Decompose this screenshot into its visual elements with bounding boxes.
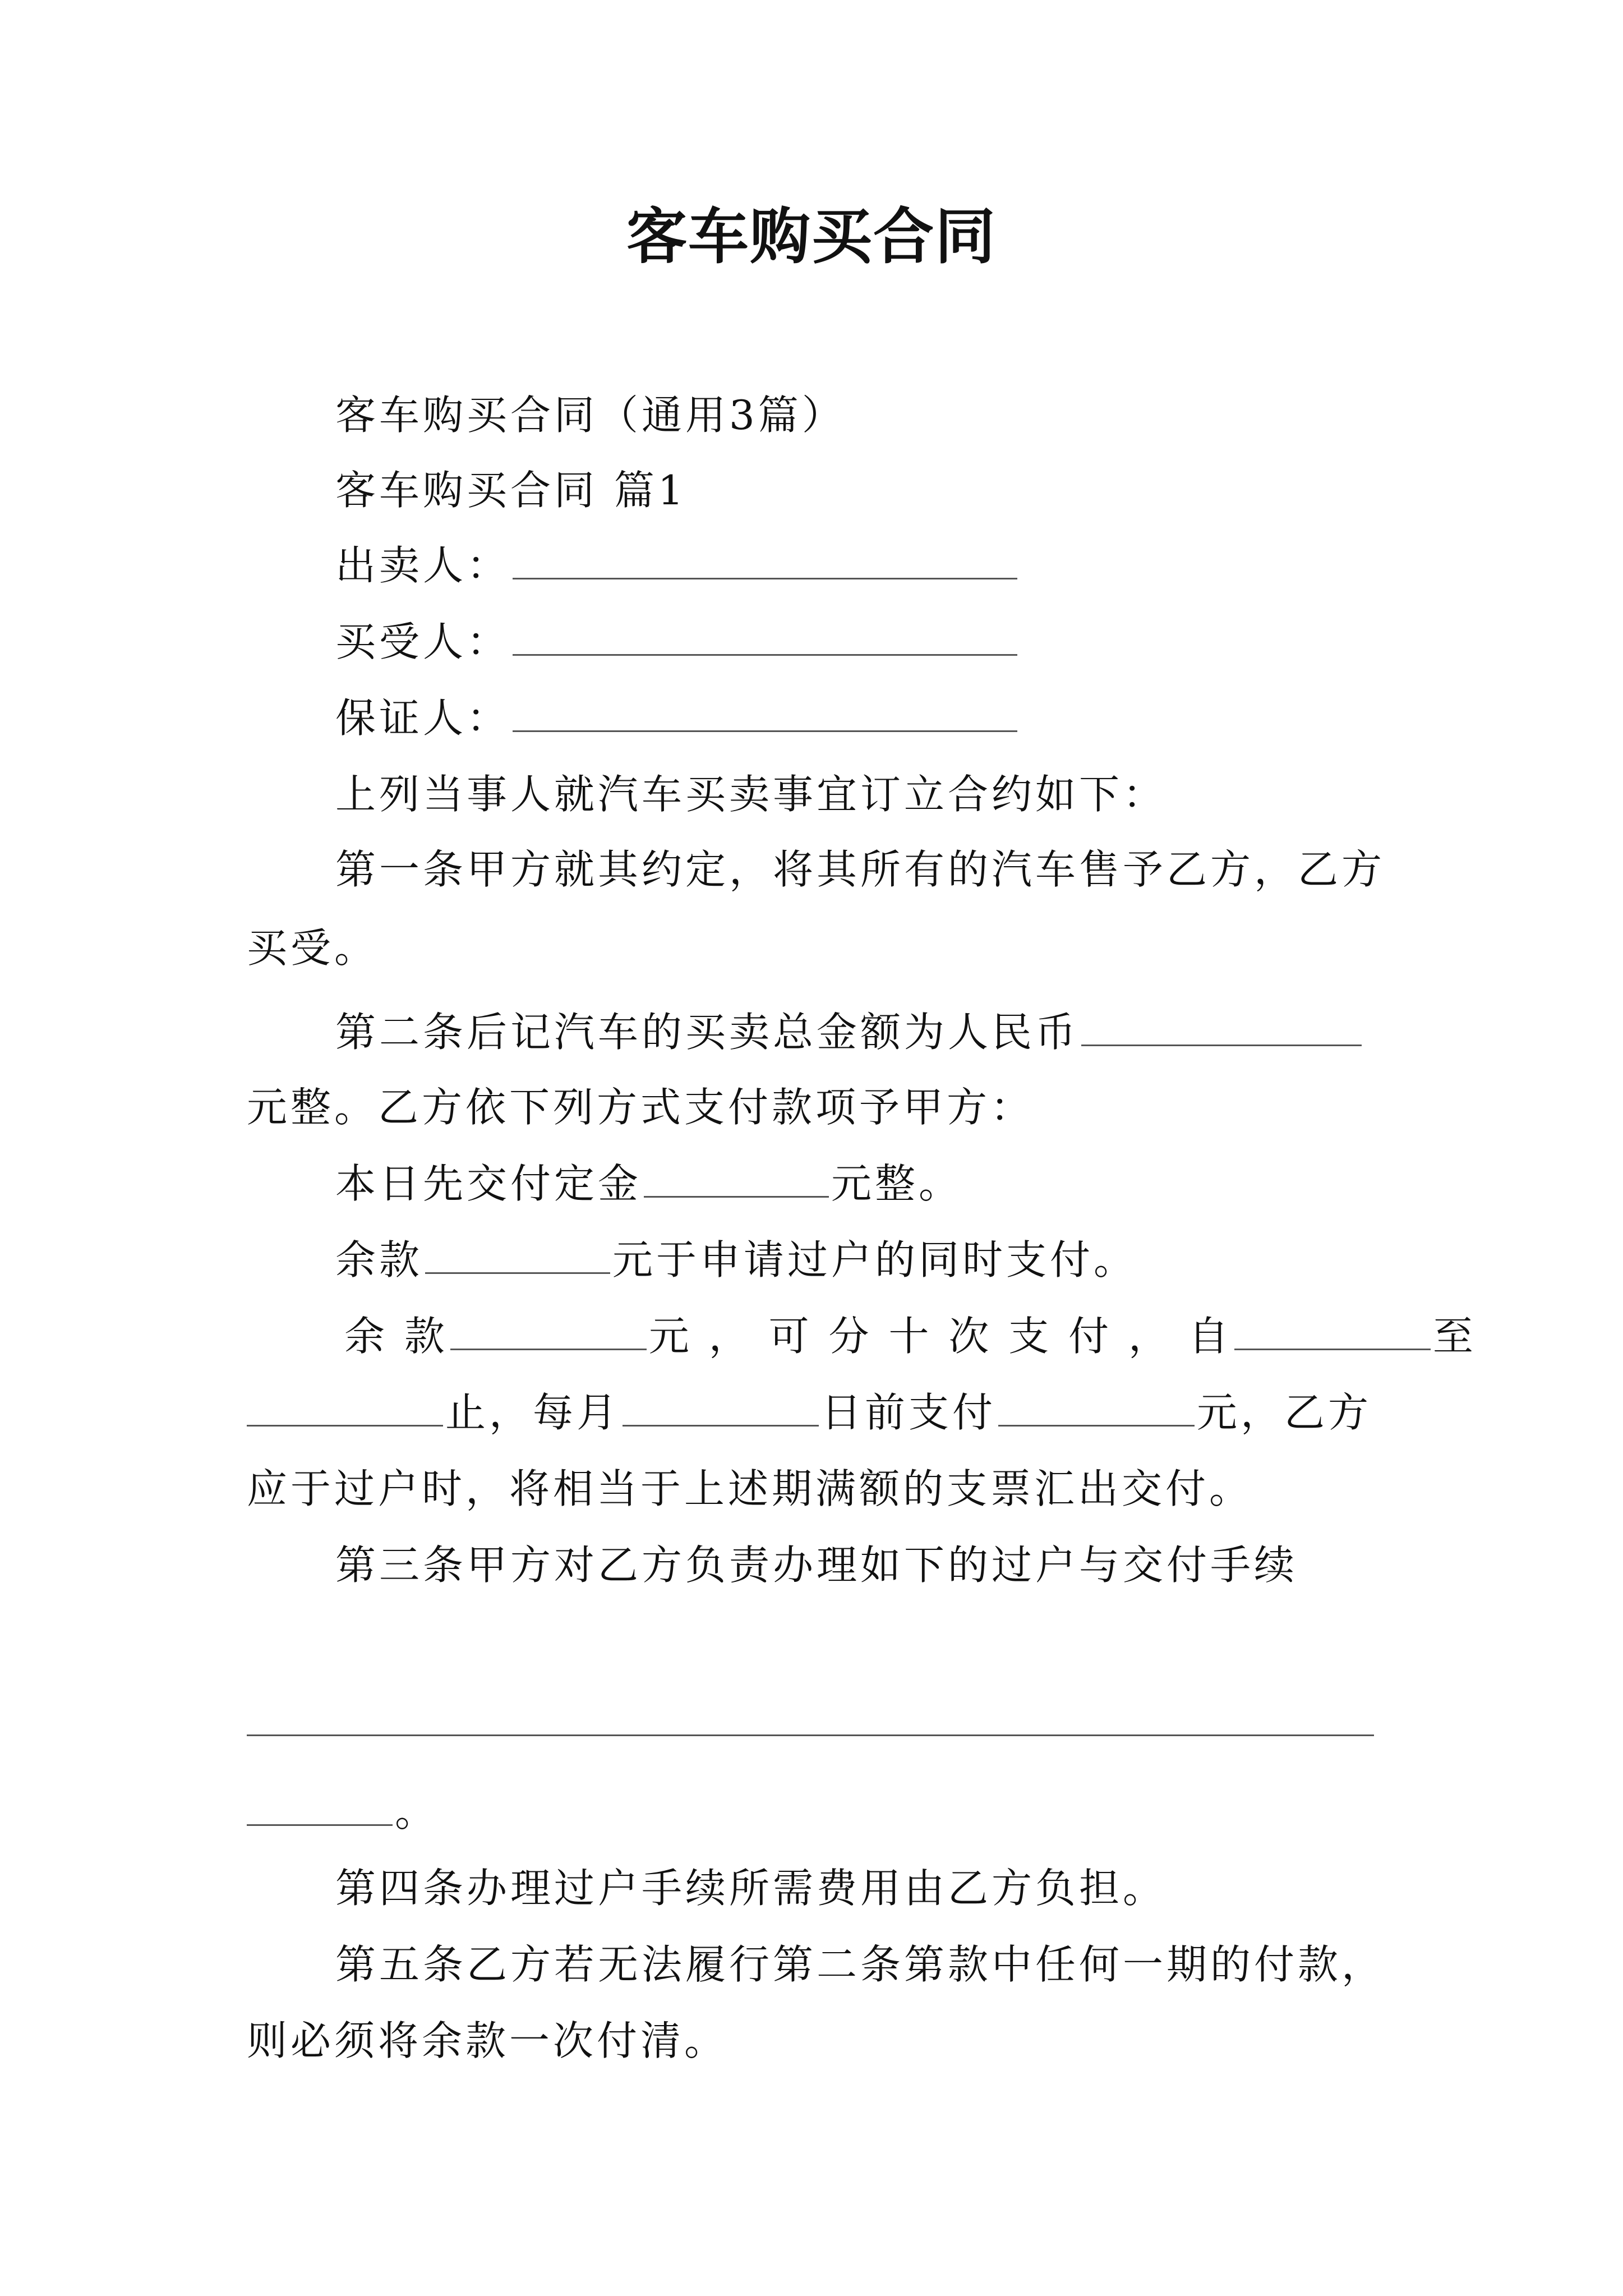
article2-text: 第二条后记汽车的买卖总金额为人民币 — [335, 1009, 1080, 1056]
article1-line2: 买受。 — [247, 924, 379, 972]
deposit-suffix: 元整。 — [831, 1160, 963, 1207]
guarantor-line — [335, 690, 1020, 746]
monthly-day-blank[interactable] — [623, 1388, 819, 1427]
seller-blank[interactable] — [513, 541, 1017, 579]
installment-f: 元，乙方 — [1197, 1389, 1372, 1436]
article2-line2: 元整。乙方依下列方式支付款项予甲方： — [247, 1084, 1035, 1131]
deposit-prefix: 本日先交付定金 — [335, 1160, 642, 1207]
installment-amount-blank[interactable] — [450, 1312, 647, 1350]
article3-line3 — [247, 1784, 439, 1840]
article1-line1: 第一条甲方就其约定，将其所有的汽车售予乙方，乙方 — [335, 846, 1386, 893]
article2-line1 — [335, 1004, 1364, 1060]
balance-line — [335, 1232, 1137, 1288]
article4: 第四条办理过户手续所需费用由乙方负担。 — [335, 1865, 1167, 1912]
installment-end-blank[interactable] — [247, 1388, 443, 1427]
balance-prefix: 余款 — [335, 1236, 423, 1283]
subtitle: 客车购买合同（通用3篇） — [335, 392, 846, 439]
total-amount-blank[interactable] — [1081, 1007, 1362, 1046]
article5-line1: 第五条乙方若无法履行第二条第款中任何一期的付款， — [335, 1941, 1386, 1988]
installment-c: 至 — [1432, 1313, 1477, 1360]
section-heading: 客车购买合同 篇1 — [335, 467, 687, 514]
seller-label: 出卖人： — [335, 542, 511, 589]
installment-b: 元 ， 可 分 十 次 支 付 ， 自 — [648, 1313, 1232, 1360]
installment-d: 止，每月 — [445, 1389, 621, 1436]
installment-start-blank[interactable] — [1234, 1312, 1431, 1350]
deposit-blank[interactable] — [644, 1159, 829, 1198]
buyer-line — [335, 614, 1020, 670]
buyer-blank[interactable] — [513, 617, 1017, 656]
installment-a: 余 款 — [344, 1313, 448, 1360]
article3-procedures-blank[interactable] — [247, 1734, 1374, 1736]
buyer-label: 买受人： — [335, 618, 511, 665]
installment-line3: 应于过户时，将相当于上述期满额的支票汇出交付。 — [247, 1465, 1253, 1512]
balance-suffix: 元于申请过户的同时支付。 — [612, 1236, 1138, 1283]
article5-line2: 则必须将余款一次付清。 — [247, 2017, 728, 2064]
installment-line1 — [344, 1308, 1477, 1364]
installment-line2 — [247, 1384, 1372, 1441]
seller-line — [335, 537, 1020, 593]
guarantor-blank[interactable] — [513, 693, 1017, 732]
intro-paragraph: 上列当事人就汽车买卖事宜订立合约如下： — [335, 771, 1167, 818]
document-title: 客车购买合同 — [626, 201, 997, 272]
article3-end-mark: 。 — [395, 1788, 439, 1835]
article3-continued-blank[interactable] — [247, 1787, 393, 1826]
deposit-line — [335, 1156, 962, 1212]
balance-blank[interactable] — [425, 1235, 610, 1274]
article3-line1: 第三条甲方对乙方负责办理如下的过户与交付手续 — [335, 1542, 1298, 1589]
monthly-amount-blank[interactable] — [998, 1388, 1195, 1427]
guarantor-label: 保证人： — [335, 694, 511, 742]
installment-e: 日前支付 — [821, 1389, 997, 1436]
